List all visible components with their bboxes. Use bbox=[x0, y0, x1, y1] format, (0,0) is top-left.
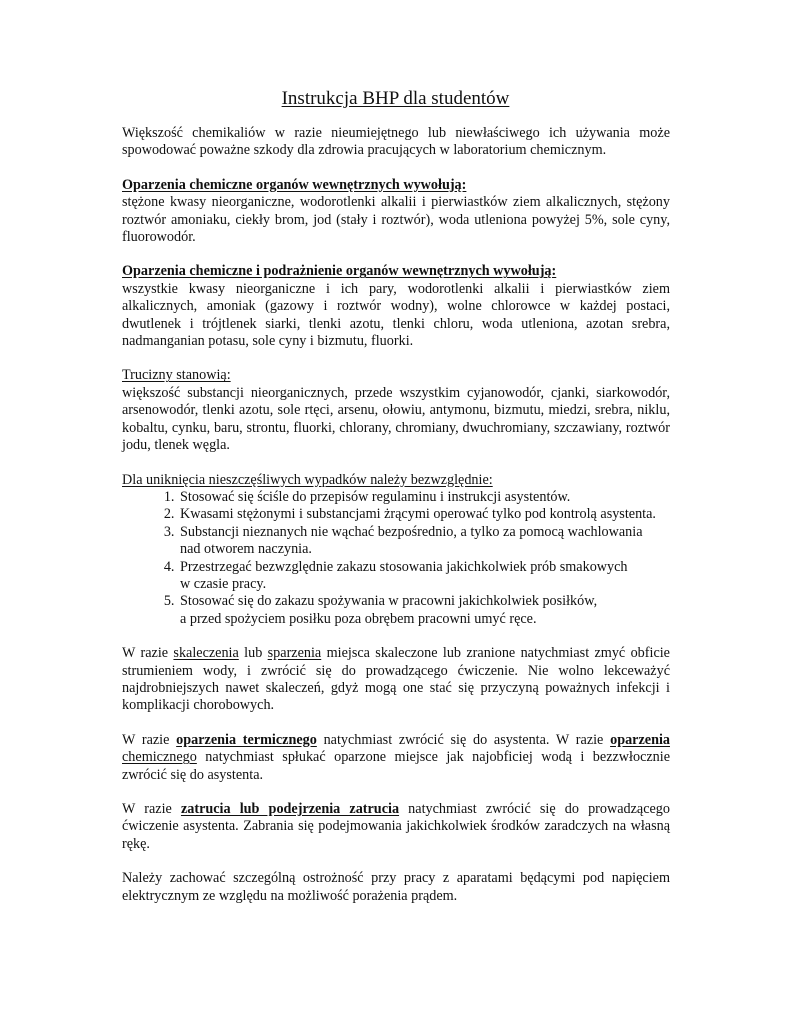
intro-paragraph: Większość chemikaliów w razie nieumiejętnego lub niewłaściwego ich używania może spowodować poważne szkody dla zdrowia pracujących w laboratorium chemicznym. bbox=[122, 125, 670, 159]
rules-list bbox=[122, 489, 670, 628]
list-item: 5. Stosować się do zakazu spożywania w pracowni jakichkolwiek posiłków, a przed spożyciem posiłku poza obrębem pracowni umyć ręce. bbox=[178, 593, 670, 628]
section-poisons bbox=[122, 367, 670, 454]
document-body bbox=[122, 125, 670, 905]
term-chemical-burn-cont: chemicznego bbox=[122, 749, 197, 766]
term-poisoning: zatrucia lub podejrzenia zatrucia bbox=[180, 801, 400, 817]
list-item: 4. Przestrzegać bezwzględnie zakazu stosowania jakichkolwiek prób smakowych w czasie pracy. bbox=[178, 559, 670, 594]
section-heading: Oparzenia chemiczne i podrażnienie organów wewnętrznych wywołują: bbox=[122, 263, 557, 280]
list-item: 3. Substancji nieznanych nie wąchać bezpośrednio, a tylko za pomocą wachlowania nad otworem naczynia. bbox=[178, 524, 670, 559]
section-heading: Oparzenia chemiczne organów wewnętrznych wywołują: bbox=[122, 176, 467, 193]
section-body: stężone kwasy nieorganiczne, wodorotlenki alkalii i pierwiastków ziem alkalicznych, stężony roztwór amoniaku, ciekły brom, jod (stały i roztwór), woda utleniona powyżej 5%, sole cyny, fluorowodór. bbox=[122, 194, 670, 246]
term-thermal-burn: oparzenia termicznego bbox=[176, 731, 317, 748]
cuts-paragraph: W razie skaleczenia lub sparzenia miejsca skaleczone lub zranione natychmiast zmyć obficie strumieniem wody, i zwrócić się do prowadzącego ćwiczenie. Nie wolno lekceważyć najdrobniejszych nawet skaleczeń, gdyż mogą one stać się przyczyną poważnych infekcji i komplikacji chorobowych. bbox=[122, 645, 670, 714]
term-cuts: skaleczenia bbox=[173, 645, 239, 662]
list-item: 2. Kwasami stężonymi i substancjami żrącymi operować tylko pod kontrolą asystenta. bbox=[178, 506, 670, 523]
section-internal-burns bbox=[122, 177, 670, 247]
section-heading: Dla uniknięcia nieszczęśliwych wypadków należy bezwzględnie: bbox=[122, 471, 493, 488]
poisoning-paragraph: W razie zatrucia lub podejrzenia zatrucia natychmiast zwrócić się do prowadzącego ćwiczenie asystenta. Zabrania się podejmowania jakichkolwiek środków zaradczych na własną rękę. bbox=[122, 801, 670, 852]
term-chemical-burn: oparzenia bbox=[610, 731, 670, 748]
section-burns-irritation bbox=[122, 263, 670, 350]
burns-paragraph: W razie oparzenia termicznego natychmiast zwrócić się do asystenta. W razie oparzenia chemicznego natychmiast spłukać oparzone miejsce jak najobficiej wodą i bezzwłocznie zwrócić się do asystenta. bbox=[122, 731, 670, 783]
electric-paragraph: Należy zachować szczególną ostrożność przy pracy z aparatami będącymi pod napięciem elektrycznym ze względu na możliwość porażenia prądem. bbox=[122, 870, 670, 904]
page-title: Instrukcja BHP dla studentów bbox=[281, 88, 510, 109]
term-scalds: sparzenia bbox=[267, 645, 322, 662]
section-body: wszystkie kwasy nieorganiczne i ich pary, wodorotlenki alkalii i pierwiastków ziem alkalicznych, amoniak (gazowy i roztwór wodny), wolne chlorowce w każdej postaci, dwutlenek i trójtlenek siarki, tlenki azotu, tlenki chloru, woda utleniona, azotan srebra, nadmanganian potasu, sole cyny i bizmutu, fluorki. bbox=[122, 280, 670, 350]
list-item: 1. Stosować się ściśle do przepisów regulaminu i instrukcji asystentów. bbox=[178, 489, 670, 506]
section-heading: Trucizny stanowią: bbox=[122, 367, 231, 384]
section-accident-prevention bbox=[122, 472, 670, 629]
section-body: większość substancji nieorganicznych, przede wszystkim cyjanowodór, cjanki, siarkowodór, arsenowodór, tlenki azotu, sole rtęci, arsenu, ołowiu, antymonu, bizmutu, miedzi, srebra, niklu, kobaltu, cynku, baru, strontu, fluorki, chlorany, chromiany, dwuchromiany, szczawiany, roztwór jodu, tlenek węgla. bbox=[122, 384, 670, 454]
